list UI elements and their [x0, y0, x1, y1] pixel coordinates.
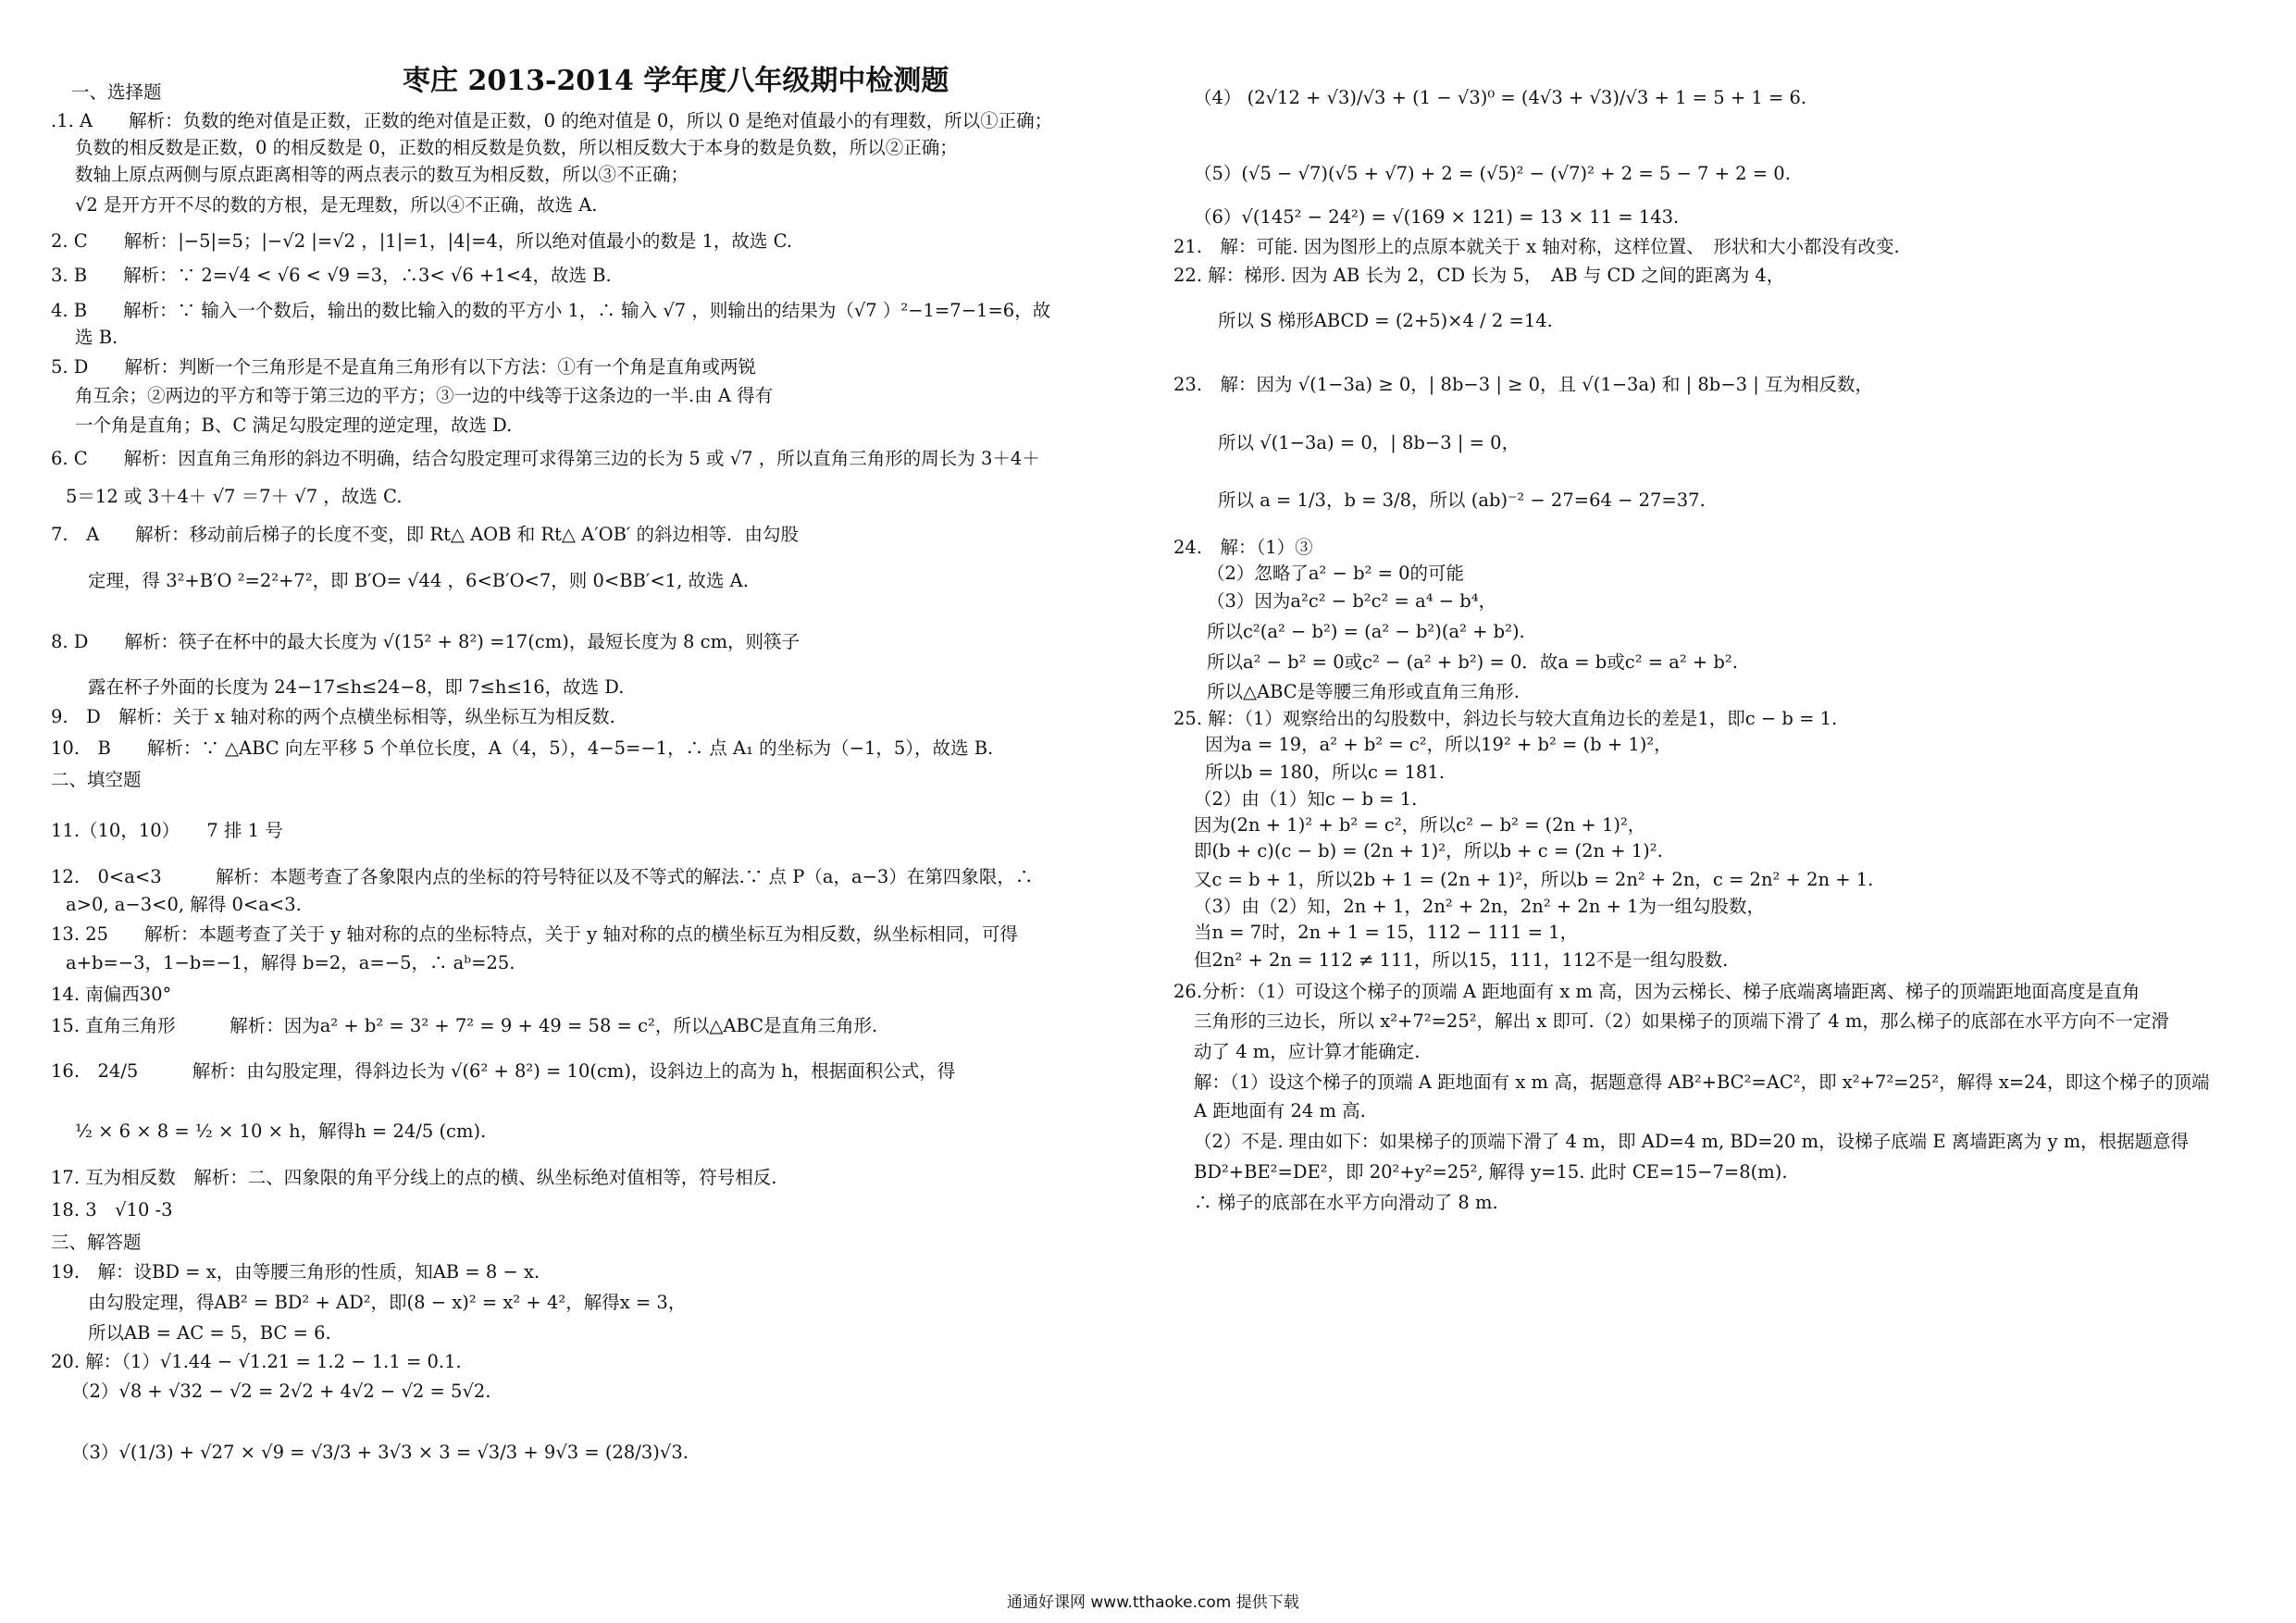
text-line: 当n = 7时，2n + 1 = 15，112 − 111 = 1，: [1194, 922, 1579, 943]
text-line: 4. B 解析：∵ 输入一个数后，输出的数比输入的数的平方小 1，∴ 输入 √7 ，则输出的结果为（√7 ）²−1=7−1=6，故: [51, 300, 1051, 321]
text-line: √2 是开方开不尽的数的方根，是无理数，所以④不正确，故选 A.: [75, 194, 598, 216]
text-line: （5）(√5 − √7)(√5 + √7) + 2 = (√5)² − (√7)² + 2 = 5 − 7 + 2 = 0.: [1194, 163, 1791, 184]
text-line: （4） (2√12 + √3)/√3 + (1 − √3)⁰ = (4√3 + √3)/√3 + 1 = 5 + 1 = 6.: [1194, 87, 1807, 108]
text-line: （2）√8 + √32 − √2 = 2√2 + 4√2 − √2 = 5√2.: [71, 1381, 491, 1402]
text-line: 15. 直角三角形 解析：因为a² + b² = 3² + 7² = 9 + 49 = 58 = c²，所以△ABC是直角三角形.: [51, 1015, 878, 1036]
text-line: （2）忽略了a² − b² = 0的可能: [1207, 563, 1465, 584]
text-line: 3. B 解析：∵ 2=√4 < √6 < √9 =3，∴3< √6 +1<4，故选 B.: [51, 265, 612, 286]
text-line: 所以b = 180，所以c = 181.: [1205, 762, 1446, 783]
text-line: （2）由（1）知c − b = 1.: [1194, 788, 1418, 810]
text-line: 所以△ABC是等腰三角形或直角三角形.: [1207, 681, 1520, 702]
text-line: 即(b + c)(c − b) = (2n + 1)²，所以b + c = (2n + 1)².: [1194, 840, 1663, 861]
text-line: 二、填空题: [51, 769, 142, 790]
text-line: （3）由（2）知，2n + 1，2n² + 2n，2n² + 2n + 1为一组勾股数，: [1194, 896, 1766, 917]
text-line: 22. 解：梯形. 因为 AB 长为 2，CD 长为 5， AB 与 CD 之间的距离为 4，: [1173, 265, 1785, 286]
text-line: 动了 4 m，应计算才能确定.: [1194, 1041, 1421, 1062]
text-line: 所以AB = AC = 5，BC = 6.: [88, 1322, 331, 1344]
text-line: a+b=−3，1−b=−1，解得 b=2，a=−5，∴ aᵇ=25.: [66, 952, 515, 973]
text-line: 解：（1）设这个梯子的顶端 A 距地面有 x m 高，据题意得 AB²+BC²=AC²，即 x²+7²=25²，解得 x=24，即这个梯子的顶端: [1194, 1072, 2210, 1093]
text-line: 由勾股定理，得AB² = BD² + AD²，即(8 − x)² = x² + 4²，解得x = 3，: [88, 1292, 687, 1313]
text-line: ∴ 梯子的底部在水平方向滑动了 8 m.: [1194, 1192, 1498, 1213]
text-line: 但2n² + 2n = 112 ≠ 111，所以15，111，112不是一组勾股数.: [1194, 949, 1729, 971]
text-line: 因为(2n + 1)² + b² = c²，所以c² − b² = (2n + 1)²，: [1194, 814, 1646, 836]
text-line: 5＝12 或 3＋4＋ √7 ＝7＋ √7 ，故选 C.: [66, 486, 403, 507]
text-line: 20. 解：（1）√1.44 − √1.21 = 1.2 − 1.1 = 0.1.: [51, 1351, 462, 1372]
text-line: （3）因为a²c² − b²c² = a⁴ − b⁴，: [1207, 590, 1497, 612]
text-line: 7. A 解析：移动前后梯子的长度不变，即 Rt△ AOB 和 Rt△ A′OB′ 的斜边相等．由勾股: [51, 524, 800, 545]
text-line: 三、解答题: [51, 1232, 142, 1253]
footer-credit: 通通好课网 www.tthaoke.com 提供下载: [1007, 1593, 1299, 1612]
text-line: 14. 南偏西30°: [51, 984, 172, 1005]
text-line: 17. 互为相反数 解析：二、四象限的角平分线上的点的横、纵坐标绝对值相等，符号相反.: [51, 1167, 777, 1188]
text-line: 所以 S 梯形ABCD = (2+5)×4 / 2 =14.: [1218, 310, 1553, 331]
text-line: 16. 24/5 解析：由勾股定理，得斜边长为 √(6² + 8²) = 10(cm)，设斜边上的高为 h，根据面积公式，得: [51, 1060, 956, 1082]
text-line: .1. A 解析：负数的绝对值是正数，正数的绝对值是正数，0 的绝对值是 0，所以 0 是绝对值最小的有理数，所以①正确；: [51, 110, 1053, 131]
text-line: （6）√(145² − 24²) = √(169 × 121) = 13 × 11 = 143.: [1194, 206, 1680, 228]
text-line: 选 B.: [75, 327, 118, 348]
text-line: 5. D 解析：判断一个三角形是不是直角三角形有以下方法：①有一个角是直角或两锐: [51, 356, 756, 378]
text-line: 所以a² − b² = 0或c² − (a² + b²) = 0．故a = b或c² = a² + b².: [1207, 651, 1738, 673]
text-line: 所以 a = 1/3，b = 3/8，所以 (ab)⁻² − 27=64 − 27=37.: [1218, 489, 1706, 511]
text-line: （2）不是. 理由如下：如果梯子的顶端下滑了 4 m，即 AD=4 m, BD=20 m，设梯子底端 E 离墙距离为 y m，根据题意得: [1194, 1131, 2190, 1152]
text-line: ½ × 6 × 8 = ½ × 10 × h，解得h = 24/5 (cm).: [75, 1121, 487, 1142]
text-line: 23. 解：因为 √(1−3a) ≥ 0，| 8b−3 | ≥ 0，且 √(1−3a) 和 | 8b−3 | 互为相反数，: [1173, 374, 1873, 395]
text-line: 数轴上原点两侧与原点距离相等的两点表示的数互为相反数，所以③不正确；: [75, 164, 689, 185]
text-line: 又c = b + 1，所以2b + 1 = (2n + 1)²，所以b = 2n² + 2n，c = 2n² + 2n + 1.: [1194, 869, 1874, 890]
text-line: 8. D 解析：筷子在杯中的最大长度为 √(15² + 8²) =17(cm)，最短长度为 8 cm，则筷子: [51, 631, 800, 652]
text-line: BD²+BE²=DE²，即 20²+y²=25², 解得 y=15. 此时 CE=15−7=8(m).: [1194, 1161, 1788, 1183]
text-line: 负数的相反数是正数，0 的相反数是 0，正数的相反数是负数，所以相反数大于本身的数是负数，所以②正确；: [75, 137, 958, 158]
text-line: 25. 解：（1）观察给出的勾股数中，斜边长与较大直角边长的差是1，即c − b = 1.: [1173, 708, 1838, 729]
text-line: 三角形的三边长，所以 x²+7²=25²，解出 x 即可.（2）如果梯子的顶端下滑了 4 m，那么梯子的底部在水平方向不一定滑: [1194, 1010, 2169, 1032]
text-line: 角互余；②两边的平方和等于第三边的平方；③一边的中线等于这条边的一半.由 A 得有: [75, 385, 774, 406]
text-line: 11.（10，10） 7 排 1 号: [51, 820, 283, 841]
text-line: 18. 3 √10 -3: [51, 1199, 173, 1220]
text-line: 21. 解：可能. 因为图形上的点原本就关于 x 轴对称，这样位置、 形状和大小都没有改变.: [1173, 236, 1900, 257]
text-line: 一、选择题: [71, 81, 162, 103]
text-line: 因为a = 19，a² + b² = c²，所以19² + b² = (b + 1)²，: [1205, 734, 1672, 755]
text-line: 露在杯子外面的长度为 24−17≤h≤24−8，即 7≤h≤16，故选 D.: [88, 676, 625, 698]
text-line: 12. 0<a<3 解析：本题考查了各象限内点的坐标的符号特征以及不等式的解法.∵ 点 P（a，a−3）在第四象限，∴: [51, 866, 1034, 887]
page-title: 枣庄 2013-2014 学年度八年级期中检测题: [403, 65, 949, 97]
text-line: 13. 25 解析：本题考查了关于 y 轴对称的点的坐标特点，关于 y 轴对称的点的横坐标互为相反数，纵坐标相同，可得: [51, 923, 1018, 945]
text-line: 2. C 解析：|−5|=5；|−√2 |=√2 ，|1|=1，|4|=4，所以绝对值最小的数是 1，故选 C.: [51, 230, 793, 252]
text-line: 19. 解：设BD = x，由等腰三角形的性质，知AB = 8 − x.: [51, 1261, 540, 1282]
text-line: 26.分析：（1）可设这个梯子的顶端 A 距地面有 x m 高，因为云梯长、梯子底端离墙距离、梯子的顶端距地面高度是直角: [1173, 981, 2141, 1002]
text-line: A 距地面有 24 m 高.: [1194, 1100, 1366, 1121]
text-line: 10. B 解析：∵ △ABC 向左平移 5 个单位长度，A（4，5），4−5=−1，∴ 点 A₁ 的坐标为（−1，5），故选 B.: [51, 737, 994, 759]
text-line: 所以c²(a² − b²) = (a² − b²)(a² + b²).: [1207, 621, 1525, 642]
text-line: a>0, a−3<0, 解得 0<a<3.: [66, 894, 302, 915]
text-line: 6. C 解析：因直角三角形的斜边不明确，结合勾股定理可求得第三边的长为 5 或 √7 ，所以直角三角形的周长为 3＋4＋: [51, 448, 1040, 469]
text-line: （3）√(1/3) + √27 × √9 = √3/3 + 3√3 × 3 = √3/3 + 9√3 = (28/3)√3.: [71, 1442, 689, 1463]
text-line: 所以 √(1−3a) = 0，| 8b−3 | = 0，: [1218, 432, 1520, 453]
text-line: 一个角是直角；B、C 满足勾股定理的逆定理，故选 D.: [75, 415, 513, 436]
text-line: 9. D 解析：关于 x 轴对称的两个点横坐标相等，纵坐标互为相反数.: [51, 706, 615, 727]
text-line: 定理，得 3²+B′O ²=2²+7²，即 B′O= √44 ，6<B′O<7，则 0<BB′<1, 故选 A.: [88, 570, 749, 591]
text-line: 24. 解：（1）③: [1173, 537, 1313, 558]
